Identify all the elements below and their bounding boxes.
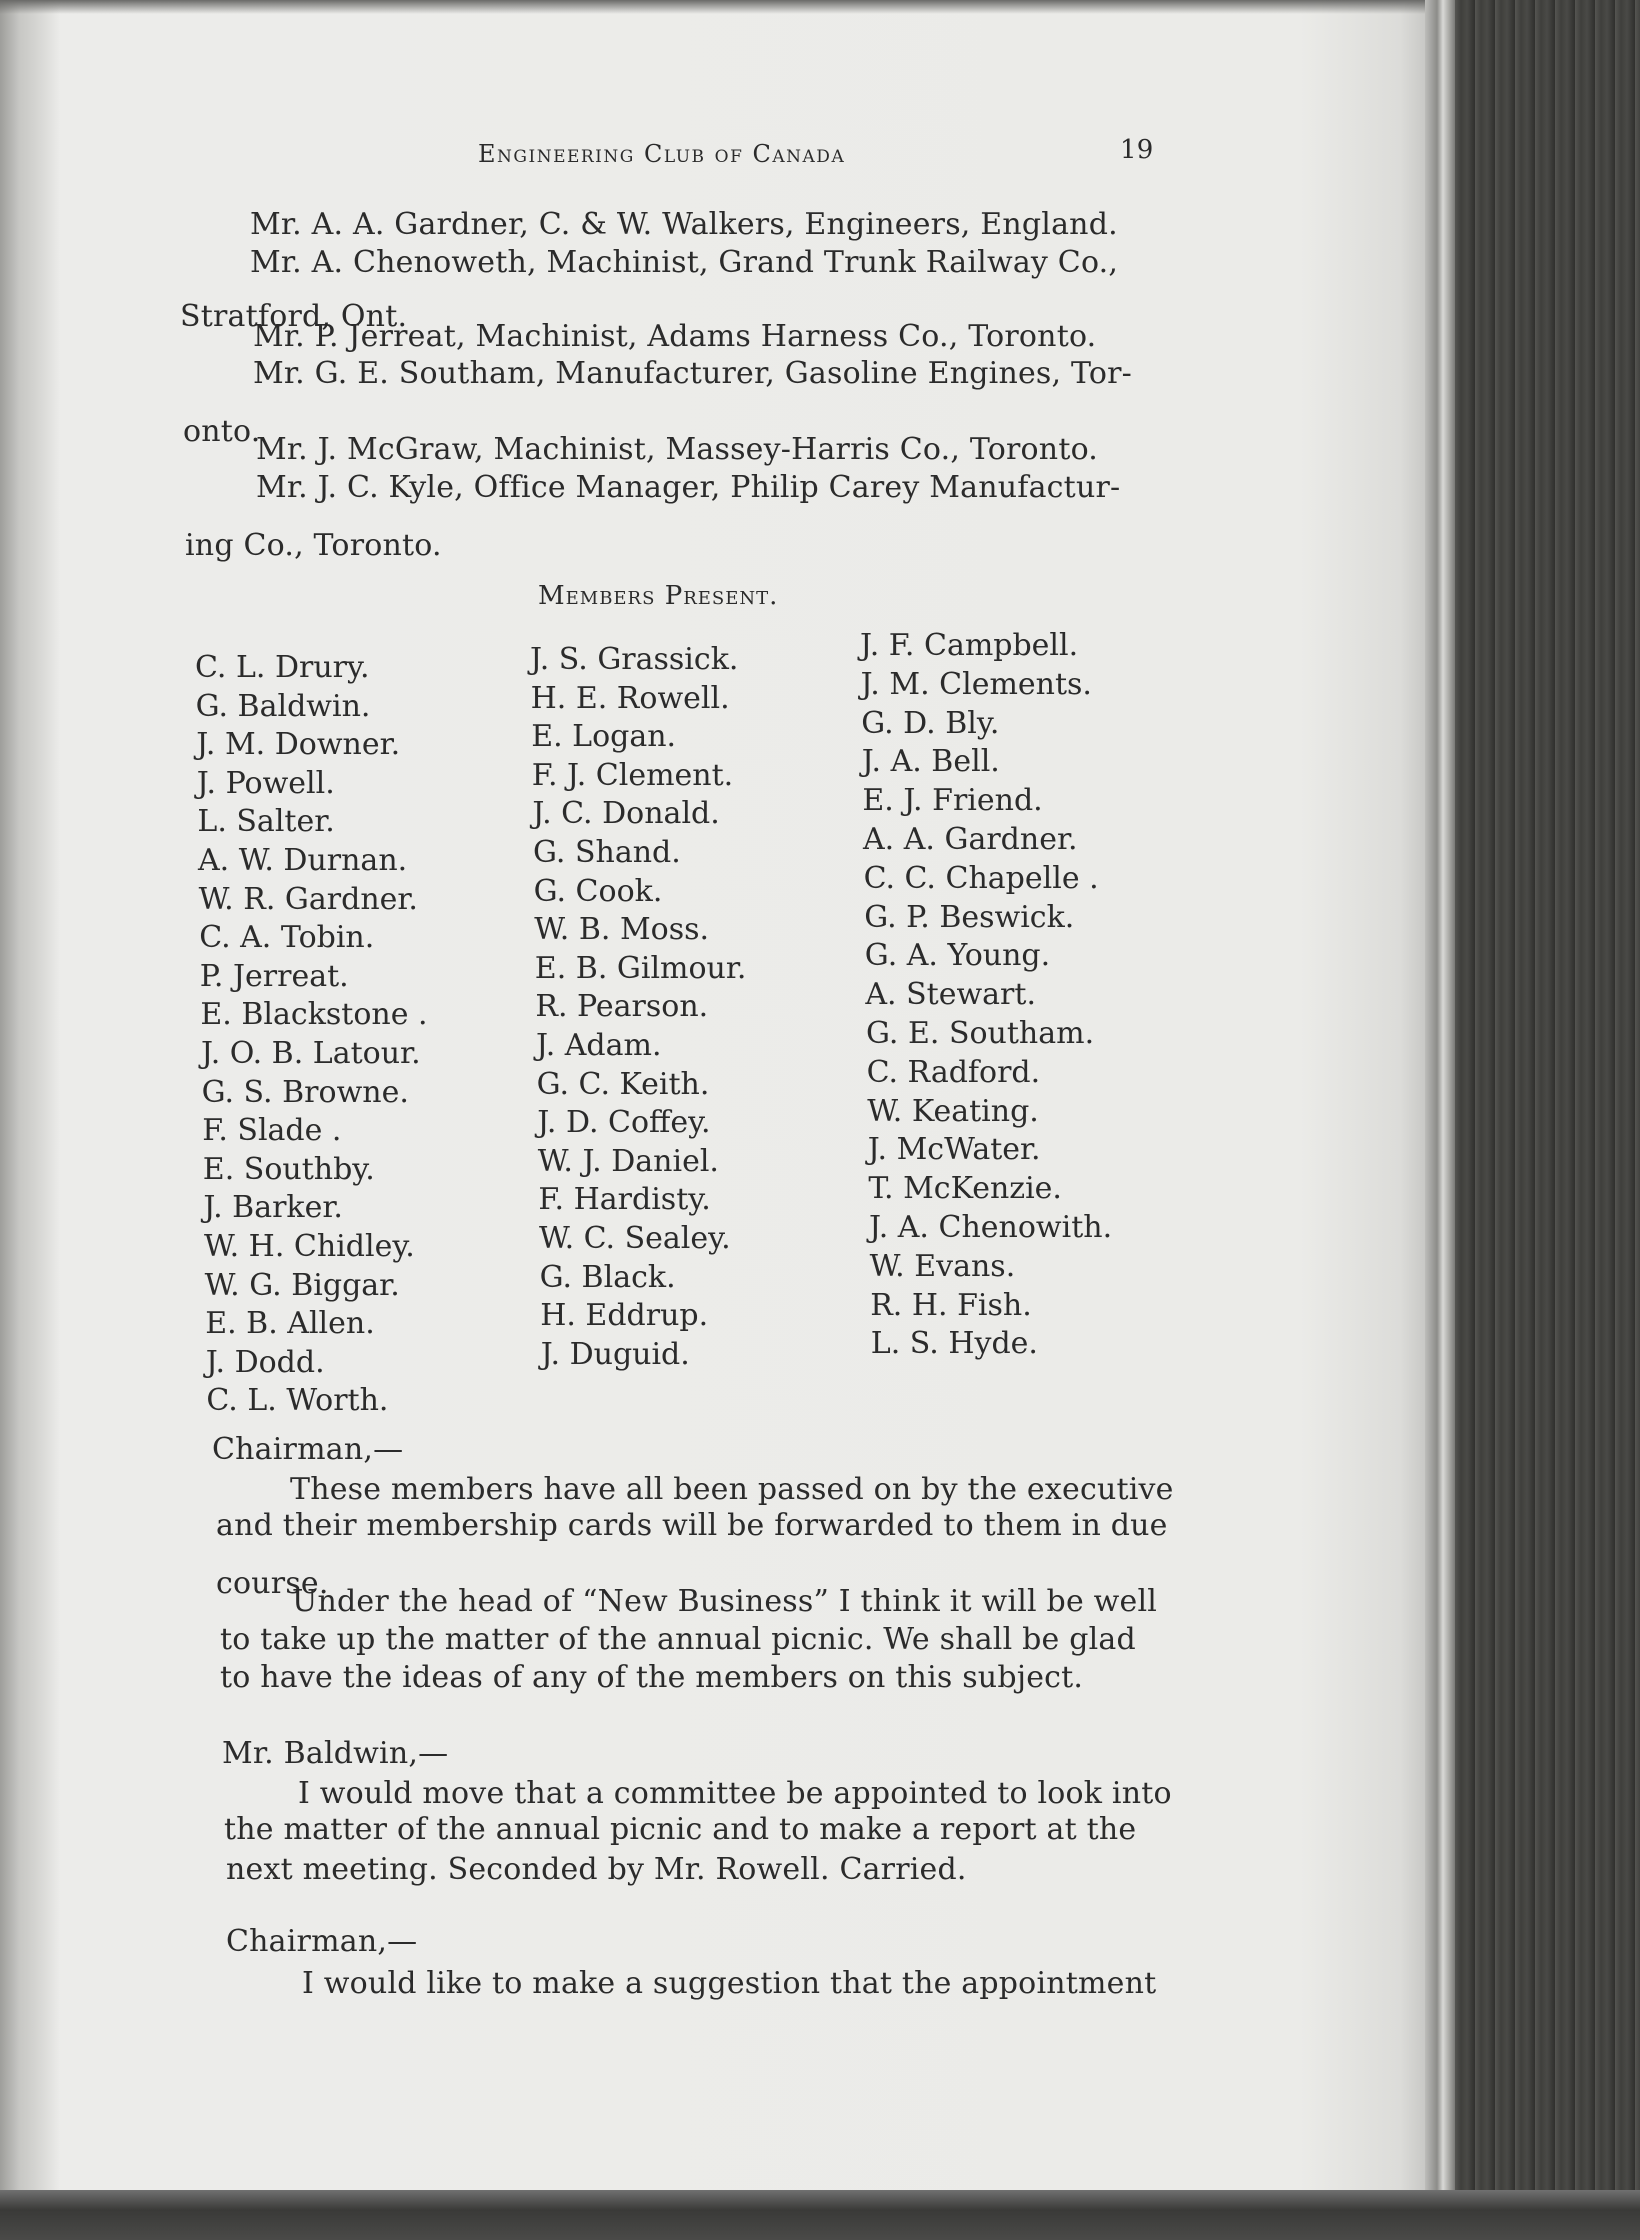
book-binding: [1455, 0, 1640, 2240]
member-name: W. B. Moss.: [534, 912, 710, 948]
member-name: G. Baldwin.: [195, 688, 371, 724]
visitor-line: Mr. J. McGraw, Machinist, Massey-Harris Co., Toronto.: [256, 432, 1099, 467]
member-name: J. Duguid.: [540, 1336, 690, 1372]
member-name: C. L. Drury.: [195, 650, 370, 685]
member-name: T. McKenzie.: [868, 1171, 1062, 1207]
paragraph-line: course.: [216, 1566, 329, 1601]
member-name: A. Stewart.: [865, 977, 1036, 1013]
visitor-line: Mr. A. Chenoweth, Machinist, Grand Trunk Railway Co.,: [250, 245, 1119, 280]
member-name: J. Powell.: [196, 765, 335, 801]
visitor-line: onto.: [183, 414, 261, 449]
member-name: E. Blackstone .: [200, 997, 428, 1033]
member-name: W. H. Chidley.: [204, 1229, 415, 1264]
visitor-line: Mr. P. Jerreat, Machinist, Adams Harness Co., Toronto.: [253, 319, 1097, 354]
member-name: H. E. Rowell.: [530, 680, 730, 716]
member-name: C. Radford.: [866, 1054, 1041, 1090]
member-name: J. A. Bell.: [861, 744, 1000, 780]
visitor-line: Mr. G. E. Southam, Manufacturer, Gasoline Engines, Tor-: [253, 356, 1133, 391]
member-name: W. G. Biggar.: [204, 1267, 400, 1303]
paragraph-line: and their membership cards will be forwarded to them in due: [216, 1508, 1168, 1543]
member-name: E. Southby.: [202, 1151, 375, 1187]
member-name: J. O. B. Latour.: [201, 1036, 421, 1071]
member-name: R. H. Fish.: [870, 1287, 1032, 1323]
member-name: G. A. Young.: [864, 938, 1051, 974]
member-name: W. J. Daniel.: [537, 1143, 719, 1179]
running-title: Engineering Club of Canada: [478, 140, 846, 168]
page-gutter-shadow: [0, 0, 60, 2240]
member-name: W. R. Gardner.: [198, 881, 418, 917]
paragraph-line: to take up the matter of the annual picnic. We shall be glad: [220, 1622, 1136, 1657]
member-name: J. D. Coffey.: [537, 1105, 711, 1141]
member-name: C. A. Tobin.: [199, 920, 375, 956]
member-name: C. L. Worth.: [206, 1383, 389, 1419]
member-name: G. Shand.: [533, 835, 681, 870]
member-name: G. C. Keith.: [536, 1066, 710, 1102]
member-name: H. Eddrup.: [540, 1298, 709, 1334]
member-name: E. J. Friend.: [862, 783, 1043, 819]
member-name: W. C. Sealey.: [539, 1221, 731, 1256]
member-name: W. Evans.: [869, 1248, 1016, 1284]
member-name: J. McWater.: [867, 1132, 1041, 1168]
visitor-line: ing Co., Toronto.: [185, 528, 442, 563]
member-name: J. Barker.: [203, 1190, 343, 1226]
paragraph-line: the matter of the annual picnic and to make a report at the: [224, 1812, 1137, 1847]
member-name: G. Cook.: [533, 873, 663, 909]
speaker-label: Mr. Baldwin,—: [222, 1736, 449, 1771]
member-name: L. S. Hyde.: [870, 1326, 1038, 1362]
speaker-label: Chairman,—: [226, 1924, 418, 1959]
member-name: E. Logan.: [531, 719, 677, 755]
paragraph-line: I would like to make a suggestion that the appointment: [302, 1966, 1157, 2001]
member-name: J. F. Campbell.: [860, 628, 1079, 663]
member-name: F. J. Clement.: [531, 757, 734, 793]
member-name: J. S. Grassick.: [530, 642, 739, 677]
bottom-shadow: [0, 2190, 1640, 2240]
member-name: J. M. Downer.: [196, 727, 401, 763]
members-present-heading: Members Present.: [538, 581, 779, 611]
member-name: E. B. Allen.: [205, 1306, 375, 1342]
member-name: A. W. Durnan.: [198, 843, 408, 878]
paragraph-line: to have the ideas of any of the members on this subject.: [220, 1660, 1084, 1695]
member-name: R. Pearson.: [535, 989, 709, 1025]
page-edge: [1425, 0, 1455, 2240]
page-number: 19: [1120, 135, 1154, 165]
member-name: F. Slade .: [202, 1113, 342, 1149]
member-name: E. B. Gilmour.: [534, 950, 747, 986]
member-name: J. Adam.: [536, 1028, 662, 1063]
member-name: G. D. Bly.: [861, 705, 1000, 741]
member-name: L. Salter.: [197, 804, 335, 840]
member-name: P. Jerreat.: [199, 958, 349, 994]
member-name: J. A. Chenowith.: [869, 1210, 1113, 1245]
member-name: F. Hardisty.: [538, 1182, 711, 1218]
member-name: G. S. Browne.: [201, 1074, 409, 1110]
member-name: G. P. Beswick.: [864, 899, 1075, 935]
member-name: W. Keating.: [867, 1093, 1039, 1129]
top-shadow: [0, 0, 1440, 14]
member-name: G. Black.: [539, 1259, 676, 1295]
paragraph-line: These members have all been passed on by the executive: [290, 1472, 1174, 1507]
member-name: C. C. Chapelle .: [863, 860, 1099, 896]
visitor-line: Stratford, Ont.: [180, 299, 408, 334]
paragraph-line: I would move that a committee be appointed to look into: [298, 1776, 1172, 1811]
visitor-line: Mr. A. A. Gardner, C. & W. Walkers, Engineers, England.: [250, 207, 1118, 242]
paragraph-line: next meeting. Seconded by Mr. Rowell. Carried.: [226, 1852, 967, 1887]
member-name: J. Dodd.: [205, 1344, 325, 1380]
speaker-label: Chairman,—: [212, 1432, 404, 1467]
member-name: G. E. Southam.: [866, 1016, 1095, 1051]
member-name: J. M. Clements.: [860, 666, 1092, 702]
paragraph-line: Under the head of “New Business” I think it will be well: [292, 1584, 1158, 1619]
member-name: J. C. Donald.: [532, 796, 720, 832]
visitor-line: Mr. J. C. Kyle, Office Manager, Philip Carey Manufactur-: [256, 470, 1121, 505]
member-name: A. A. Gardner.: [863, 822, 1078, 857]
